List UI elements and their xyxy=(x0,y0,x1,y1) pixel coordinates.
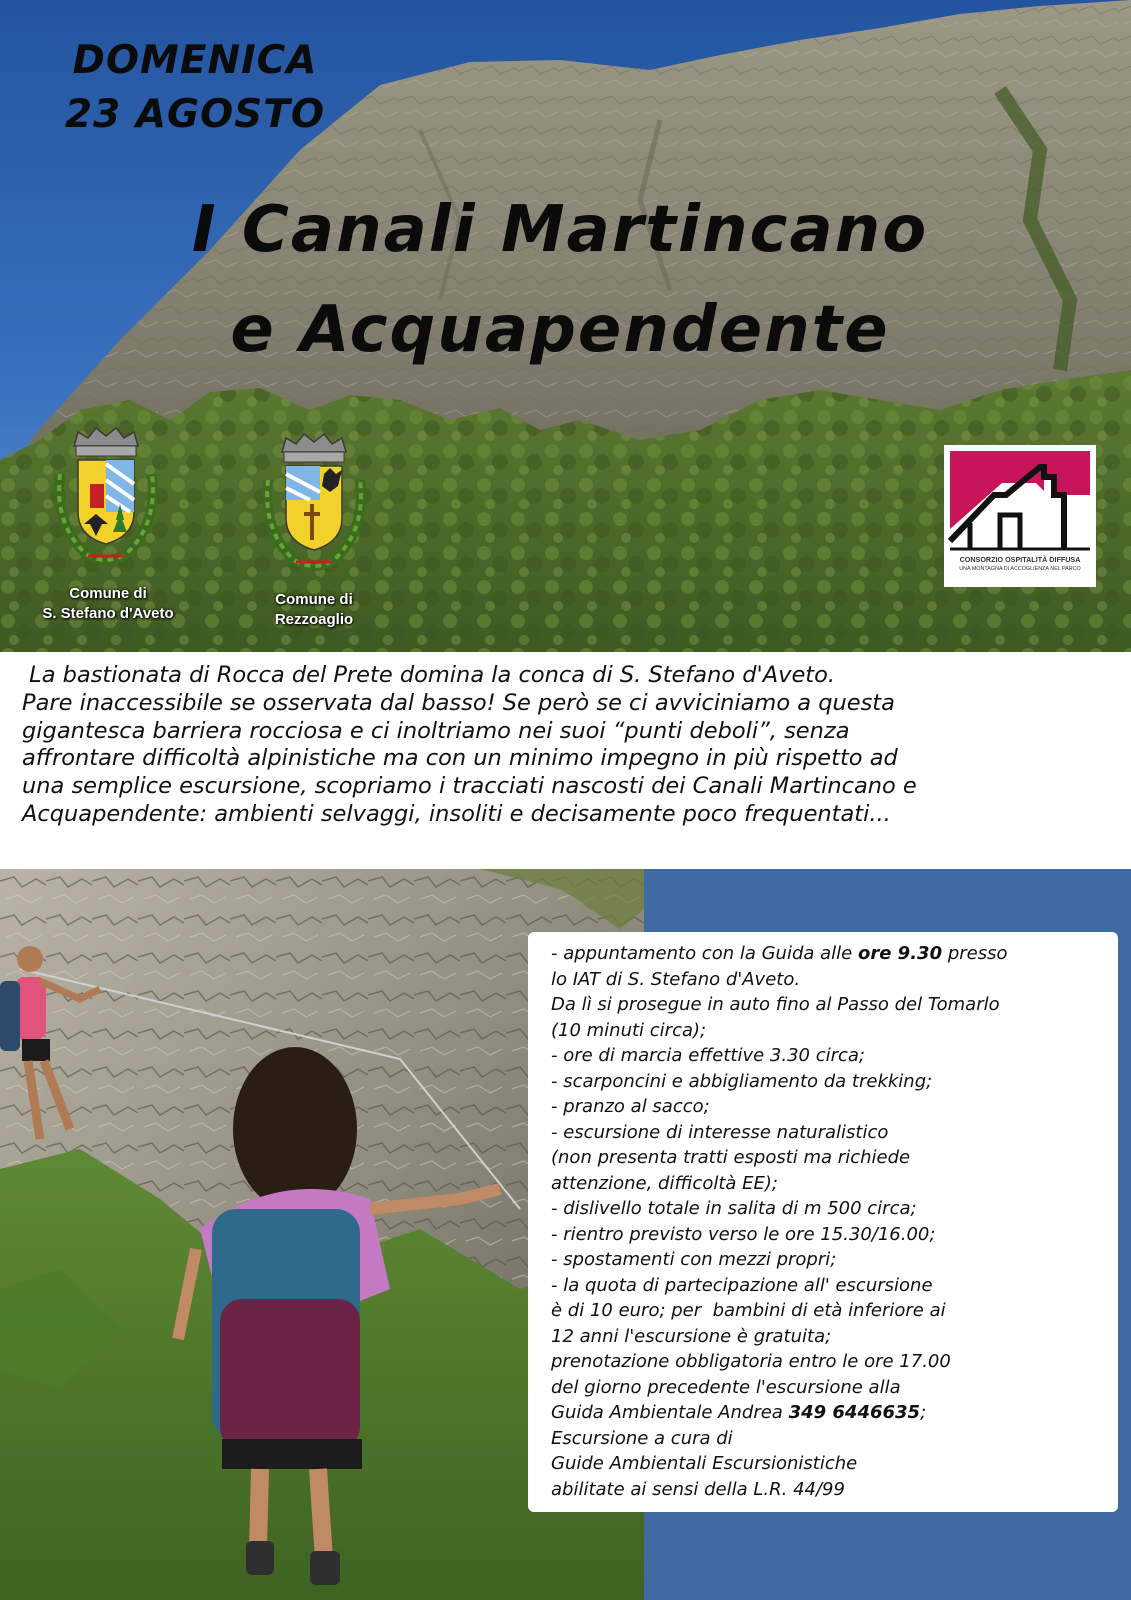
coat-of-arms-icon xyxy=(46,424,166,574)
detail-line: Guide Ambientali Escursionistiche xyxy=(551,1453,858,1474)
detail-line: è di 10 euro; per bambini di età inferiore ai xyxy=(551,1300,946,1321)
detail-line: - scarponcini e abbigliamento da trekking; xyxy=(551,1070,933,1092)
detail-line: (10 minuti circa); xyxy=(551,1019,707,1041)
comune-rezzoaglio-label: Comune di Rezzoaglio xyxy=(274,591,354,628)
consorzio-tagline: UNA MONTAGNA DI ACCOGLIENZA NEL PARCO xyxy=(959,566,1081,572)
intro-paragraph xyxy=(22,662,1112,829)
consorzio-name: CONSORZIO OSPITALITÀ DIFFUSA xyxy=(959,555,1081,564)
detail-line: - dislivello totale in salita di m 500 circa; xyxy=(551,1198,917,1219)
comune-santo-stefano-label: Comune di S. Stefano d'Aveto xyxy=(42,585,174,622)
event-details xyxy=(551,941,1111,1502)
coat-of-arms-icon xyxy=(254,430,374,580)
intro-line: Pare inaccessibile se osservata dal basso! Se però se ci avviciniamo a questa xyxy=(22,689,895,716)
intro-line: una semplice escursione, scopriamo i tracciati nascosti dei Canali Martincano e xyxy=(22,773,917,800)
event-title-line1: I Canali Martincano xyxy=(191,193,929,267)
detail-line: - appuntamento con la Guida alle ore 9.30 presso xyxy=(551,943,1008,964)
intro-line: affrontare difficoltà alpinistiche ma con un minimo impegno in più rispetto ad xyxy=(22,745,898,772)
detail-line: - escursione di interesse naturalistico xyxy=(551,1121,889,1143)
consorzio-logo xyxy=(944,445,1096,587)
event-date-line: 23 AGOSTO xyxy=(64,92,326,137)
event-day: DOMENICA xyxy=(72,38,318,83)
detail-line: - la quota di partecipazione all' escursione xyxy=(551,1274,933,1296)
event-title-line2: e Acquapendente xyxy=(230,293,890,367)
event-title xyxy=(60,180,1060,380)
detail-line: prenotazione obbligatoria entro le ore 17.00 xyxy=(551,1351,951,1372)
event-date xyxy=(40,34,350,142)
detail-line: lo IAT di S. Stefano d'Aveto. xyxy=(551,968,801,990)
detail-line: Guida Ambientale Andrea 349 6446635; xyxy=(551,1402,927,1423)
hero-photo xyxy=(0,0,1131,652)
detail-line: (non presenta tratti esposti ma richiede xyxy=(551,1147,911,1168)
detail-line: 12 anni l'escursione è gratuita; xyxy=(551,1325,832,1347)
detail-line: del giorno precedente l'escursione alla xyxy=(551,1376,901,1398)
house-icon xyxy=(944,445,1096,555)
intro-line: La bastionata di Rocca del Prete domina la conca di S. Stefano d'Aveto. xyxy=(22,662,836,688)
detail-line: - ore di marcia effettive 3.30 circa; xyxy=(551,1045,865,1066)
detail-line: - rientro previsto verso le ore 15.30/16.00; xyxy=(551,1223,936,1245)
guide-phone: 349 6446635 xyxy=(788,1402,921,1423)
detail-line: attenzione, difficoltà EE); xyxy=(551,1172,778,1194)
detail-line: Da lì si prosegue in auto fino al Passo del Tomarlo xyxy=(551,994,1000,1015)
intro-line: Acquapendente: ambienti selvaggi, insoliti e decisamente poco frequentati... xyxy=(22,800,891,827)
meeting-time: ore 9.30 xyxy=(857,943,943,964)
detail-line: Escursione a cura di xyxy=(551,1427,733,1449)
detail-line: abilitate ai sensi della L.R. 44/99 xyxy=(551,1478,845,1500)
detail-line: - spostamenti con mezzi propri; xyxy=(551,1249,837,1270)
detail-line: - pranzo al sacco; xyxy=(551,1096,710,1117)
intro-line: gigantesca barriera rocciosa e ci inoltriamo nei suoi “punti deboli”, senza xyxy=(22,717,850,744)
